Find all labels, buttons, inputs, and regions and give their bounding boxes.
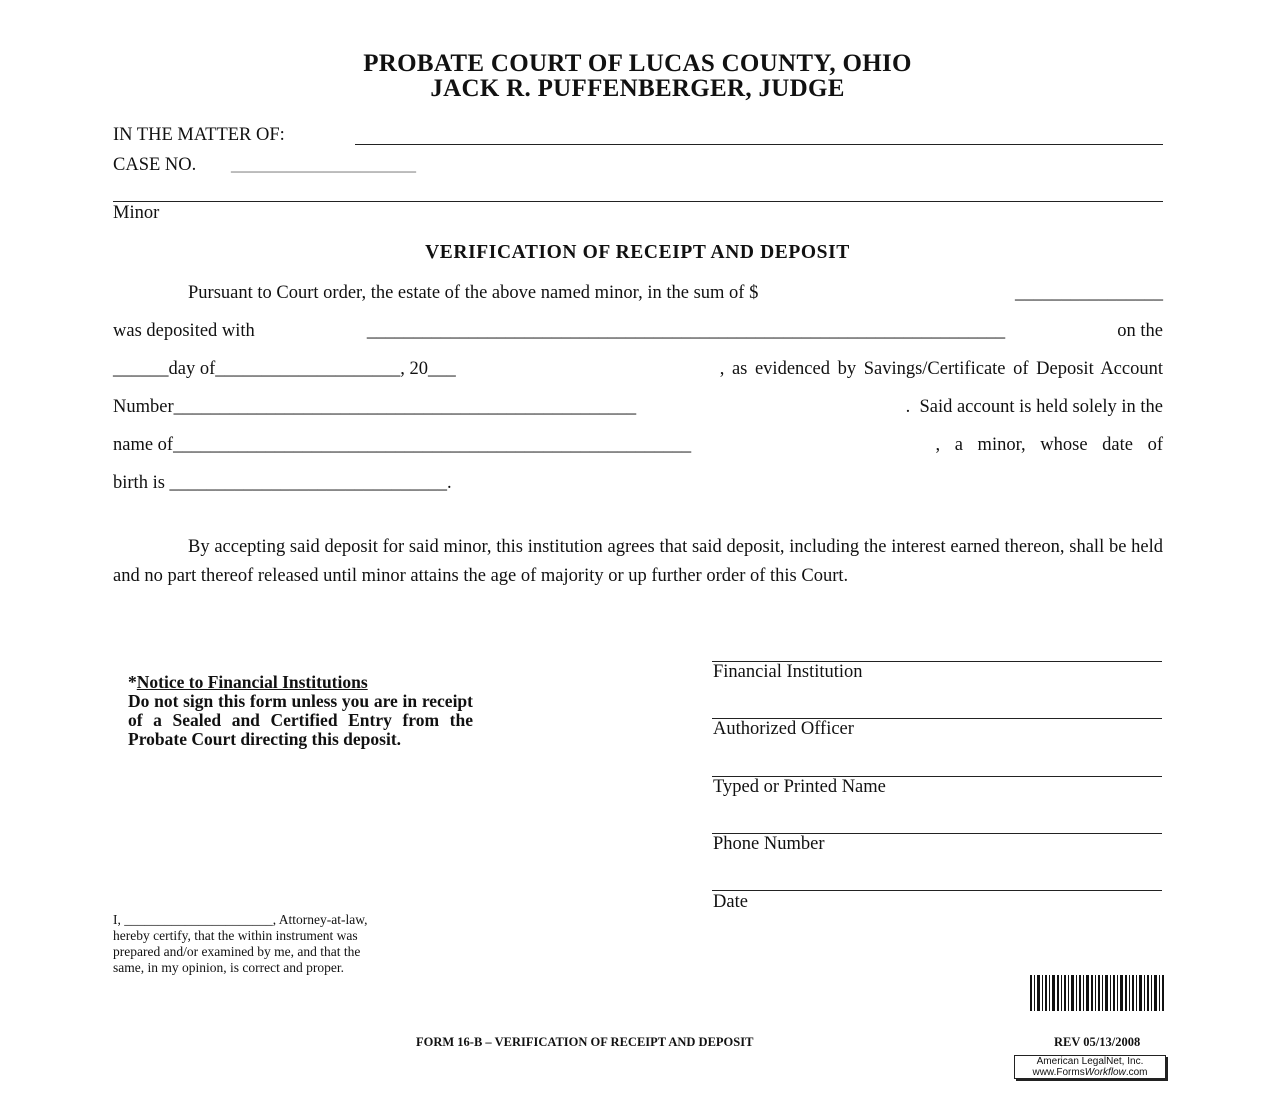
- depository-field[interactable]: _____________________________________________________________________: [366, 321, 1006, 341]
- cert-i: I,: [113, 912, 121, 927]
- brand-name: American LegalNet, Inc.: [1036, 1056, 1144, 1067]
- account-number-field[interactable]: __________________________________________________: [173, 397, 637, 417]
- on-the-text: on the: [1117, 321, 1163, 341]
- form-title: VERIFICATION OF RECEIPT AND DEPOSIT: [425, 242, 850, 263]
- account-held-text: . Said account is held solely in the: [905, 397, 1163, 417]
- birth-date-field[interactable]: ______________________________: [169, 473, 448, 493]
- judge-name: JACK R. PUFFENBERGER, JUDGE: [430, 75, 845, 102]
- cert-attorney-text: , Attorney-at-law,: [272, 912, 368, 927]
- body-line-2: [113, 321, 1163, 342]
- notice-to-institutions: [128, 673, 473, 749]
- matter-label: IN THE MATTER OF:: [113, 125, 285, 145]
- phone-number-label: Phone Number: [713, 834, 825, 854]
- barcode-icon: [1030, 975, 1164, 1011]
- brand-url-workflow: Workflow: [1084, 1067, 1126, 1078]
- financial-institution-label: Financial Institution: [713, 662, 863, 682]
- notice-asterisk: *: [128, 672, 137, 692]
- body-line-3: [113, 359, 1163, 380]
- matter-field[interactable]: [355, 144, 1163, 145]
- brand-url-com: .com: [1125, 1067, 1148, 1078]
- sum-text: Pursuant to Court order, the estate of the above named minor, in the sum of $: [188, 283, 759, 303]
- cert-line-4: same, in my opinion, is correct and proper.: [113, 960, 344, 975]
- cert-line-2: hereby certify, that the within instrument was: [113, 928, 358, 943]
- deposited-with-text: was deposited with: [113, 321, 255, 341]
- day-of-text: day of: [168, 359, 216, 379]
- minor-dob-text: , a minor, whose date of: [935, 435, 1163, 455]
- date-label: Date: [713, 892, 748, 912]
- brand-url-www: www.Forms: [1032, 1067, 1085, 1078]
- notice-heading: Notice to Financial Institutions: [136, 672, 368, 692]
- birth-is-text: birth is: [113, 473, 165, 493]
- authorized-officer-label: Authorized Officer: [713, 719, 854, 739]
- attorney-name-field[interactable]: ______________________: [124, 912, 273, 927]
- year-prefix: , 20: [400, 359, 428, 379]
- year-field[interactable]: ___: [428, 359, 456, 379]
- typed-name-label: Typed or Printed Name: [713, 777, 886, 797]
- account-number-text: Number: [113, 397, 174, 417]
- body-line-4: [113, 397, 1163, 418]
- form-identifier: FORM 16-B – VERIFICATION OF RECEIPT AND DEPOSIT: [416, 1035, 754, 1049]
- attorney-certification: [113, 912, 463, 976]
- agreement-paragraph: By accepting said deposit for said minor, this institution agrees that said deposit, including the interest earned thereon, shall be held and no part thereof released until minor attains the age of majority or up further order of this Court.: [113, 537, 1163, 586]
- evidenced-text: , as evidenced by Savings/Certificate of Deposit Account: [719, 359, 1163, 379]
- case-number-field[interactable]: ____________________: [231, 155, 416, 175]
- body-line-6: [113, 473, 452, 494]
- sum-field[interactable]: ________________: [1015, 283, 1163, 303]
- case-number-label: CASE NO.: [113, 155, 197, 175]
- american-legalnet-logo: [1014, 1055, 1166, 1079]
- court-name: PROBATE COURT OF LUCAS COUNTY, OHIO: [363, 50, 912, 77]
- date-field[interactable]: [712, 890, 1162, 891]
- day-field[interactable]: ______: [113, 359, 169, 379]
- notice-text: Do not sign this form unless you are in receipt of a Sealed and Certified Entry from the Probate Court directing this deposit.: [128, 691, 473, 749]
- period: .: [447, 473, 452, 493]
- body-line-1: [113, 283, 1163, 304]
- minor-label: Minor: [113, 203, 160, 223]
- revision-date: REV 05/13/2008: [1054, 1035, 1141, 1049]
- cert-line-3: prepared and/or examined by me, and that the: [113, 944, 361, 959]
- minor-name-field[interactable]: [113, 201, 1163, 202]
- body-line-5: [113, 435, 1163, 456]
- name-of-text: name of: [113, 435, 174, 455]
- account-name-field[interactable]: ________________________________________________________: [173, 435, 692, 455]
- month-field[interactable]: ____________________: [215, 359, 401, 379]
